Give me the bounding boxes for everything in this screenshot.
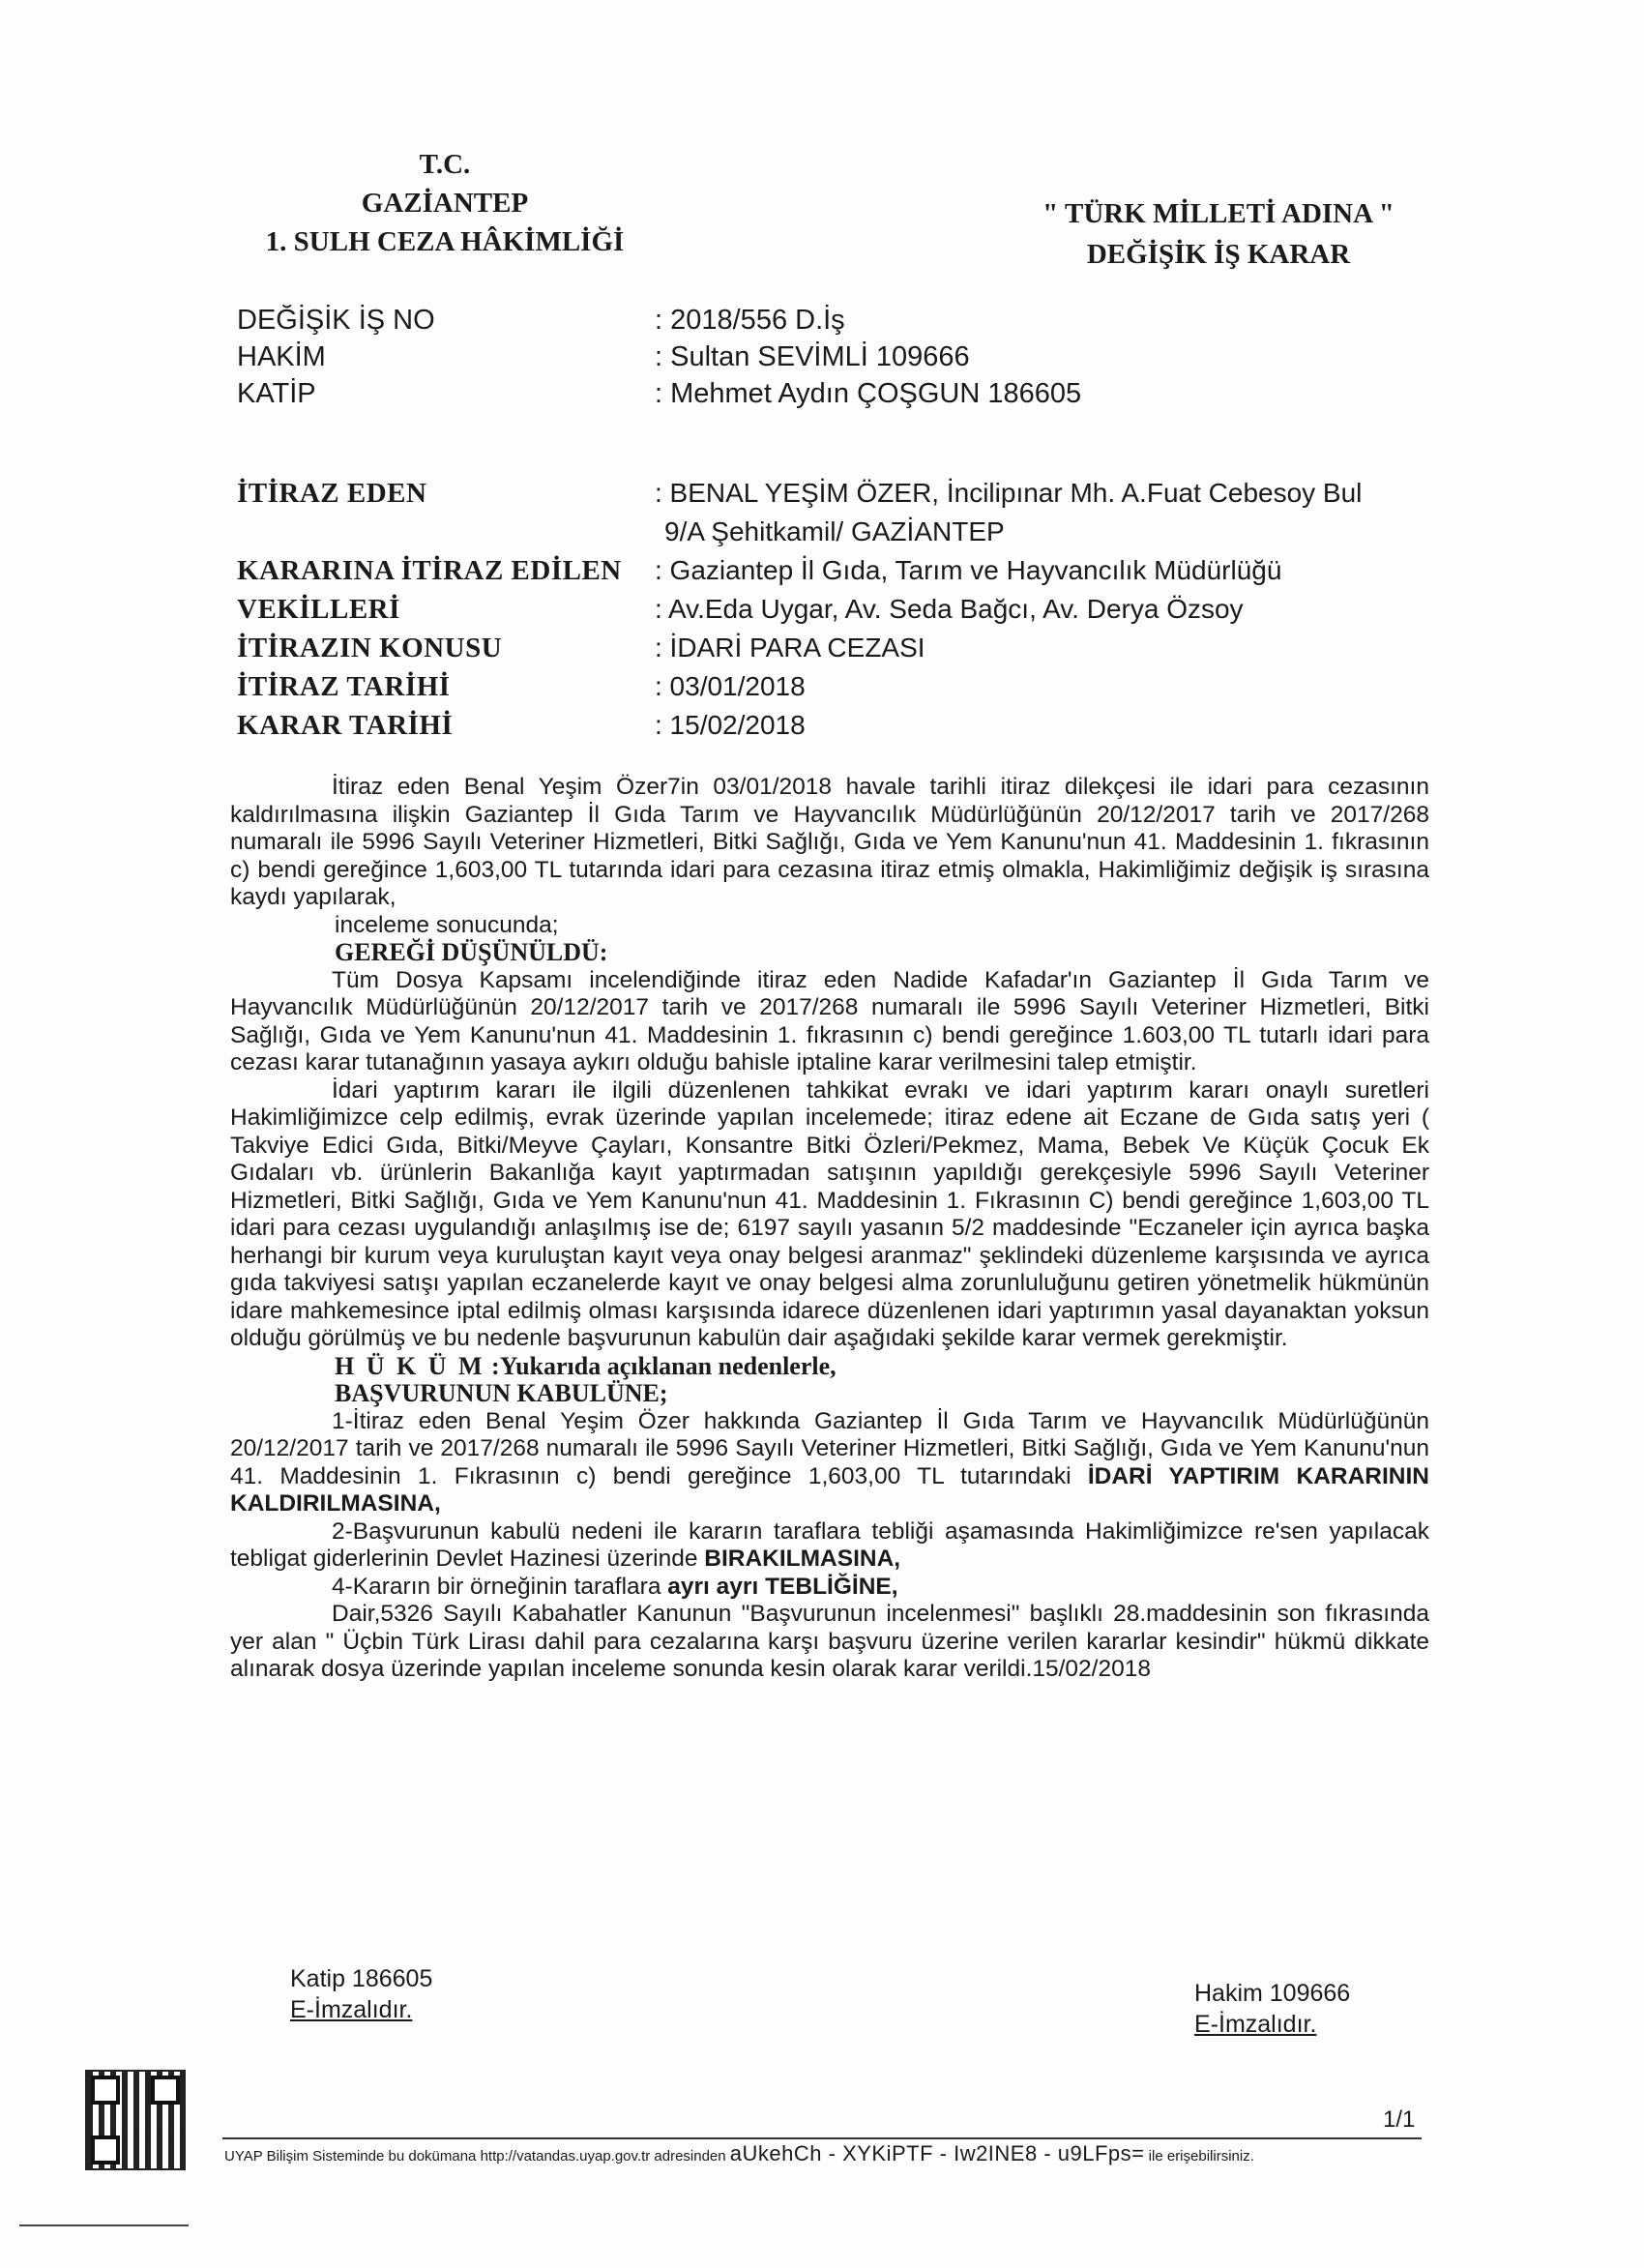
footer-divider bbox=[222, 2137, 1422, 2139]
signature-note: E-İmzalıdır. bbox=[290, 1996, 413, 2023]
scan-edge-line bbox=[19, 2224, 189, 2226]
party-value-line: 9/A Şehitkamil/ GAZİANTEP bbox=[664, 516, 1005, 546]
party-label: KARARINA İTİRAZ EDİLEN bbox=[237, 555, 622, 586]
meta-value: : Mehmet Aydın ÇOŞGUN 186605 bbox=[655, 378, 1082, 409]
paragraph: Dair,5326 Sayılı Kabahatler Kanunun "Başvurunun incelenmesi" başlıklı 28.maddesinin son fıkrasında yer alan " Üçbin Türk Lirası dahil para cezalarına karşı başvuru üzerine verilen kararlar kesindir" hükmü dikkate alınarak dosya üzerinde yapılan inceleme sonunda kesin olarak karar verildi.15/02/2018 bbox=[230, 1601, 1429, 1682]
paragraph: inceleme sonucunda; bbox=[335, 911, 559, 938]
judge-signature bbox=[1194, 1978, 1350, 2040]
meta-label: HAKİM bbox=[237, 341, 326, 372]
court-line: GAZİANTEP bbox=[361, 188, 529, 219]
signature-note: E-İmzalıdır. bbox=[1194, 2011, 1317, 2038]
paragraph bbox=[230, 1574, 1429, 1602]
case-meta bbox=[237, 302, 1446, 412]
party-row bbox=[237, 551, 1446, 590]
party-row bbox=[237, 590, 1446, 629]
party-row bbox=[237, 474, 1446, 551]
paragraph-emphasis: İDARİ YAPTIRIM KARARININ KALDIRILMASINA, bbox=[230, 1462, 1429, 1517]
party-value: : Av.Eda Uygar, Av. Seda Bağcı, Av. Derya Özsoy bbox=[655, 594, 1244, 624]
party-value bbox=[655, 474, 1446, 551]
paragraph-text: 4-Kararın bir örneğinin taraflara bbox=[332, 1573, 661, 1600]
footer-text: ile erişebilirsiniz. bbox=[1148, 2148, 1254, 2165]
party-value: : Gaziantep İl Gıda, Tarım ve Hayvancılık Müdürlüğü bbox=[655, 555, 1282, 585]
party-label: İTİRAZ TARİHİ bbox=[237, 671, 451, 702]
paragraph: Tüm Dosya Kapsamı incelendiğinde itiraz eden Nadide Kafadar'ın Gaziantep İl Gıda Tarım ve Hayvancılık Müdürlüğünün 20/12/2017 tarih ve 2017/268 numaralı ile 5996 Sayılı Veteriner Hizmetleri, Bitki Sağlığı, Gıda ve Yem Kanunu'nun 41. Maddesinin 1. fıkrasının c) bendi gereğince 1.603,00 TL tutarlı idari para cezası karar tutanağının yasaya aykırı olduğu bahisle iptaline karar verilmesini talep etmiştir. bbox=[230, 966, 1429, 1075]
paragraph-emphasis: ayrı ayrı TEBLİĞİNE, bbox=[667, 1573, 898, 1600]
court-line: T.C. bbox=[419, 149, 471, 180]
party-value: : 15/02/2018 bbox=[655, 710, 806, 740]
paragraph-text: 2-Başvurunun kabulü nedeni ile kararın taraflara tebliği aşamasında Hakimliğimizce re'sen yapılacak tebligat giderlerinin Devlet Hazinesi üzerinde bbox=[230, 1517, 1429, 1572]
party-value: : 03/01/2018 bbox=[655, 671, 806, 701]
verdict-title: H Ü K Ü M bbox=[335, 1351, 485, 1380]
signature-name: Hakim 109666 bbox=[1194, 1980, 1351, 2007]
court-line: 1. SULH CEZA HÂKİMLİĞİ bbox=[265, 226, 625, 257]
uyap-footer bbox=[224, 2141, 1254, 2166]
party-label: VEKİLLERİ bbox=[237, 594, 400, 625]
meta-label: KATİP bbox=[237, 378, 316, 409]
meta-value: : Sultan SEVİMLİ 109666 bbox=[655, 341, 970, 372]
section-heading: GEREĞİ DÜŞÜNÜLDÜ: bbox=[335, 938, 608, 966]
page-number: 1/1 bbox=[1383, 2106, 1416, 2133]
verdict-heading bbox=[230, 1353, 1429, 1381]
paragraph: İdari yaptırım kararı ile ilgili düzenlenen tahkikat evrakı ve idari yaptırım kararı onaylı suretleri Hakimliğimizce celp edilmiş, evrak üzerinde yapılan incelemede; itiraz edene ait Eczane de Gıda satış yeri ( Takviye Edici Gıda, Bitki/Meyve Çayları, Konsantre Bitki Özleri/Pekmez, Mama, Bebek Ve Küçük Çocuk Ek Gıdaları vb. ürünlerin Bakanlığa kayıt yaptırmadan satışının yapıldığı gerekçesiyle 5996 Sayılı Veteriner Hizmetleri, Bitki Sağlığı, Gıda ve Yem Kanunu'nun 41. Maddesinin 1. Fıkrasının C) bendi gereğince 1,603,00 TL idari para cezası uygulandığı anlaşılmış ise de; 6197 sayılı yasanın 5/2 maddesinde "Eczaneler için ayrıca başka herhangi bir kurum veya kuruluştan kayıt veya onay belgesi aranmaz" şeklindeki düzenleme karşısında ve ayrıca gıda takviyesi satışı yapılan eczanelerde kayıt ve onay belgesi alma zorunluluğunu getiren yönetmelik hükmünün idare mahkemesince iptal edilmiş olması karşısında idarece düzenlenen idari yaptırımın yasal dayanaktan yoksun olduğu görülmüş ve bu nedenle başvurunun kabulün dair aşağıdaki şekilde karar vermek gerekmiştir. bbox=[230, 1076, 1429, 1351]
paragraph bbox=[230, 1408, 1429, 1518]
party-value-line: : BENAL YEŞİM ÖZER, İncilipınar Mh. A.Fuat Cebesoy Bul bbox=[655, 478, 1363, 508]
decision-body bbox=[230, 774, 1429, 1684]
decision-type: DEĞİŞİK İŞ KARAR bbox=[1086, 239, 1351, 270]
decision-header bbox=[1006, 193, 1431, 275]
party-label: KARAR TARİHİ bbox=[237, 710, 454, 741]
qr-finder bbox=[151, 2076, 180, 2105]
party-label: İTİRAZ EDEN bbox=[237, 478, 427, 509]
paragraph-emphasis: BIRAKILMASINA, bbox=[704, 1546, 901, 1572]
meta-row bbox=[237, 375, 1446, 412]
paragraph bbox=[230, 1518, 1429, 1574]
meta-row bbox=[237, 302, 1446, 339]
court-header bbox=[242, 145, 648, 261]
signature-name: Katip 186605 bbox=[290, 1965, 433, 1992]
qr-finder bbox=[91, 2135, 120, 2165]
party-row bbox=[237, 667, 1446, 706]
qr-finder bbox=[91, 2076, 120, 2105]
paragraph-text: 1-İtiraz eden Benal Yeşim Özer hakkında Gaziantep İl Gıda Tarım ve Hayvancılık Müdürlüğünün 20/12/2017 tarih ve 2017/268 numaralı ile 5996 Sayılı Veteriner Hizmetleri, Bitki Sağlığı, Gıda ve Yem Kanunu'nun 41. Maddesinin 1. Fıkrasının c) bendi gereğince 1,603,00 TL tutarındaki bbox=[230, 1407, 1429, 1489]
meta-label: DEĞİŞİK İŞ NO bbox=[237, 305, 435, 336]
section-heading: BAŞVURUNUN KABULÜNE; bbox=[335, 1379, 668, 1407]
party-info bbox=[237, 474, 1446, 745]
meta-row bbox=[237, 339, 1446, 375]
footer-text: UYAP Bilişim Sisteminde bu dokümana http://vatandas.uyap.gov.tr adresinden bbox=[224, 2148, 726, 2165]
party-value: : İDARİ PARA CEZASI bbox=[655, 633, 925, 663]
nation-line: " TÜRK MİLLETİ ADINA " bbox=[1042, 198, 1394, 229]
party-row bbox=[237, 629, 1446, 667]
meta-value: : 2018/556 D.İş bbox=[655, 305, 845, 336]
paragraph: İtiraz eden Benal Yeşim Özer7in 03/01/2018 havale tarihli itiraz dilekçesi ile idari para cezasının kaldırılmasına ilişkin Gaziantep İl Gıda Tarım ve Hayvancılık Müdürlüğünün 20/12/2017 tarih ve 2017/268 numaralı ile 5996 Sayılı Veteriner Hizmetleri, Bitki Sağlığı, Gıda ve Yem Kanunu'nun 41. Maddesinin 1. fıkrasının c) bendi gereğince 1,603,00 TL tutarında idari para cezasına itiraz etmiş olmakla, Hakimliğimiz değişik iş sırasına kaydı yapılarak, bbox=[230, 774, 1429, 910]
verdict-subtitle: :Yukarıda açıklanan nedenlerle, bbox=[491, 1351, 837, 1380]
party-label: İTİRAZIN KONUSU bbox=[237, 633, 503, 663]
clerk-signature bbox=[290, 1963, 432, 2025]
qr-code bbox=[85, 2070, 186, 2170]
verification-code: aUkehCh - XYKiPTF - Iw2INE8 - u9LFps= bbox=[729, 2141, 1145, 2165]
party-row bbox=[237, 706, 1446, 745]
